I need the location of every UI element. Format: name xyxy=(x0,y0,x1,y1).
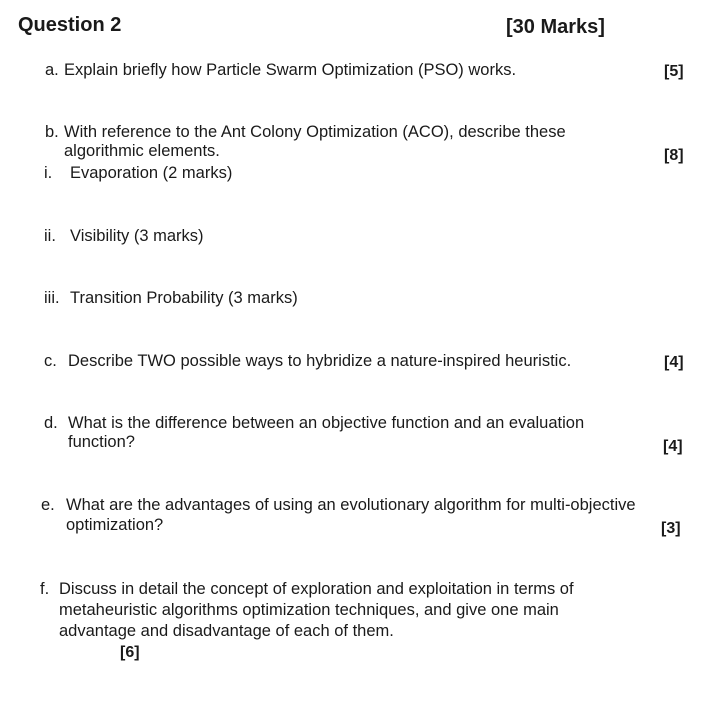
part-a-label: a. xyxy=(45,61,59,79)
part-f-text-line2: metaheuristic algorithms optimization techniques, and give one main xyxy=(59,601,559,619)
part-d-text-line2: function? xyxy=(68,433,135,451)
part-d-text-line1: What is the difference between an objective function and an evaluation xyxy=(68,414,585,432)
part-d-marks: [4] xyxy=(663,438,683,455)
total-marks: [30 Marks] xyxy=(506,16,605,38)
part-b-sub-iii-text: Transition Probability (3 marks) xyxy=(70,289,298,307)
part-f-text-line1: Discuss in detail the concept of exploration and exploitation in terms of xyxy=(59,580,574,598)
part-b-text-line1: With reference to the Ant Colony Optimization (ACO), describe these xyxy=(64,123,566,141)
part-c-text: Describe TWO possible ways to hybridize a nature-inspired heuristic. xyxy=(68,352,572,370)
part-e-text-line2: optimization? xyxy=(66,516,164,534)
question-title: Question 2 xyxy=(18,14,122,36)
part-b-label: b. xyxy=(45,123,59,141)
part-c-marks: [4] xyxy=(664,354,684,371)
part-a-marks: [5] xyxy=(664,63,684,80)
part-c-label: c. xyxy=(44,352,57,370)
part-b-sub-i-label: i. xyxy=(44,164,53,182)
part-b-sub-ii-label: ii. xyxy=(44,227,56,245)
part-e-label: e. xyxy=(41,496,55,514)
part-b-sub-iii-label: iii. xyxy=(44,289,60,307)
part-e-marks: [3] xyxy=(661,520,681,537)
part-f-label: f. xyxy=(40,580,50,598)
part-a-text: Explain briefly how Particle Swarm Optimization (PSO) works. xyxy=(64,61,517,79)
part-b-sub-i-text: Evaporation (2 marks) xyxy=(70,164,233,182)
part-e-text-line1: What are the advantages of using an evolutionary algorithm for multi-objective xyxy=(66,496,636,514)
part-b-sub-ii-text: Visibility (3 marks) xyxy=(70,227,204,245)
part-f-marks: [6] xyxy=(120,644,140,661)
part-f-text-line3: advantage and disadvantage of each of them. xyxy=(59,622,394,640)
part-b-marks: [8] xyxy=(664,147,684,164)
part-b-text-line2: algorithmic elements. xyxy=(64,142,220,160)
part-d-label: d. xyxy=(44,414,58,432)
